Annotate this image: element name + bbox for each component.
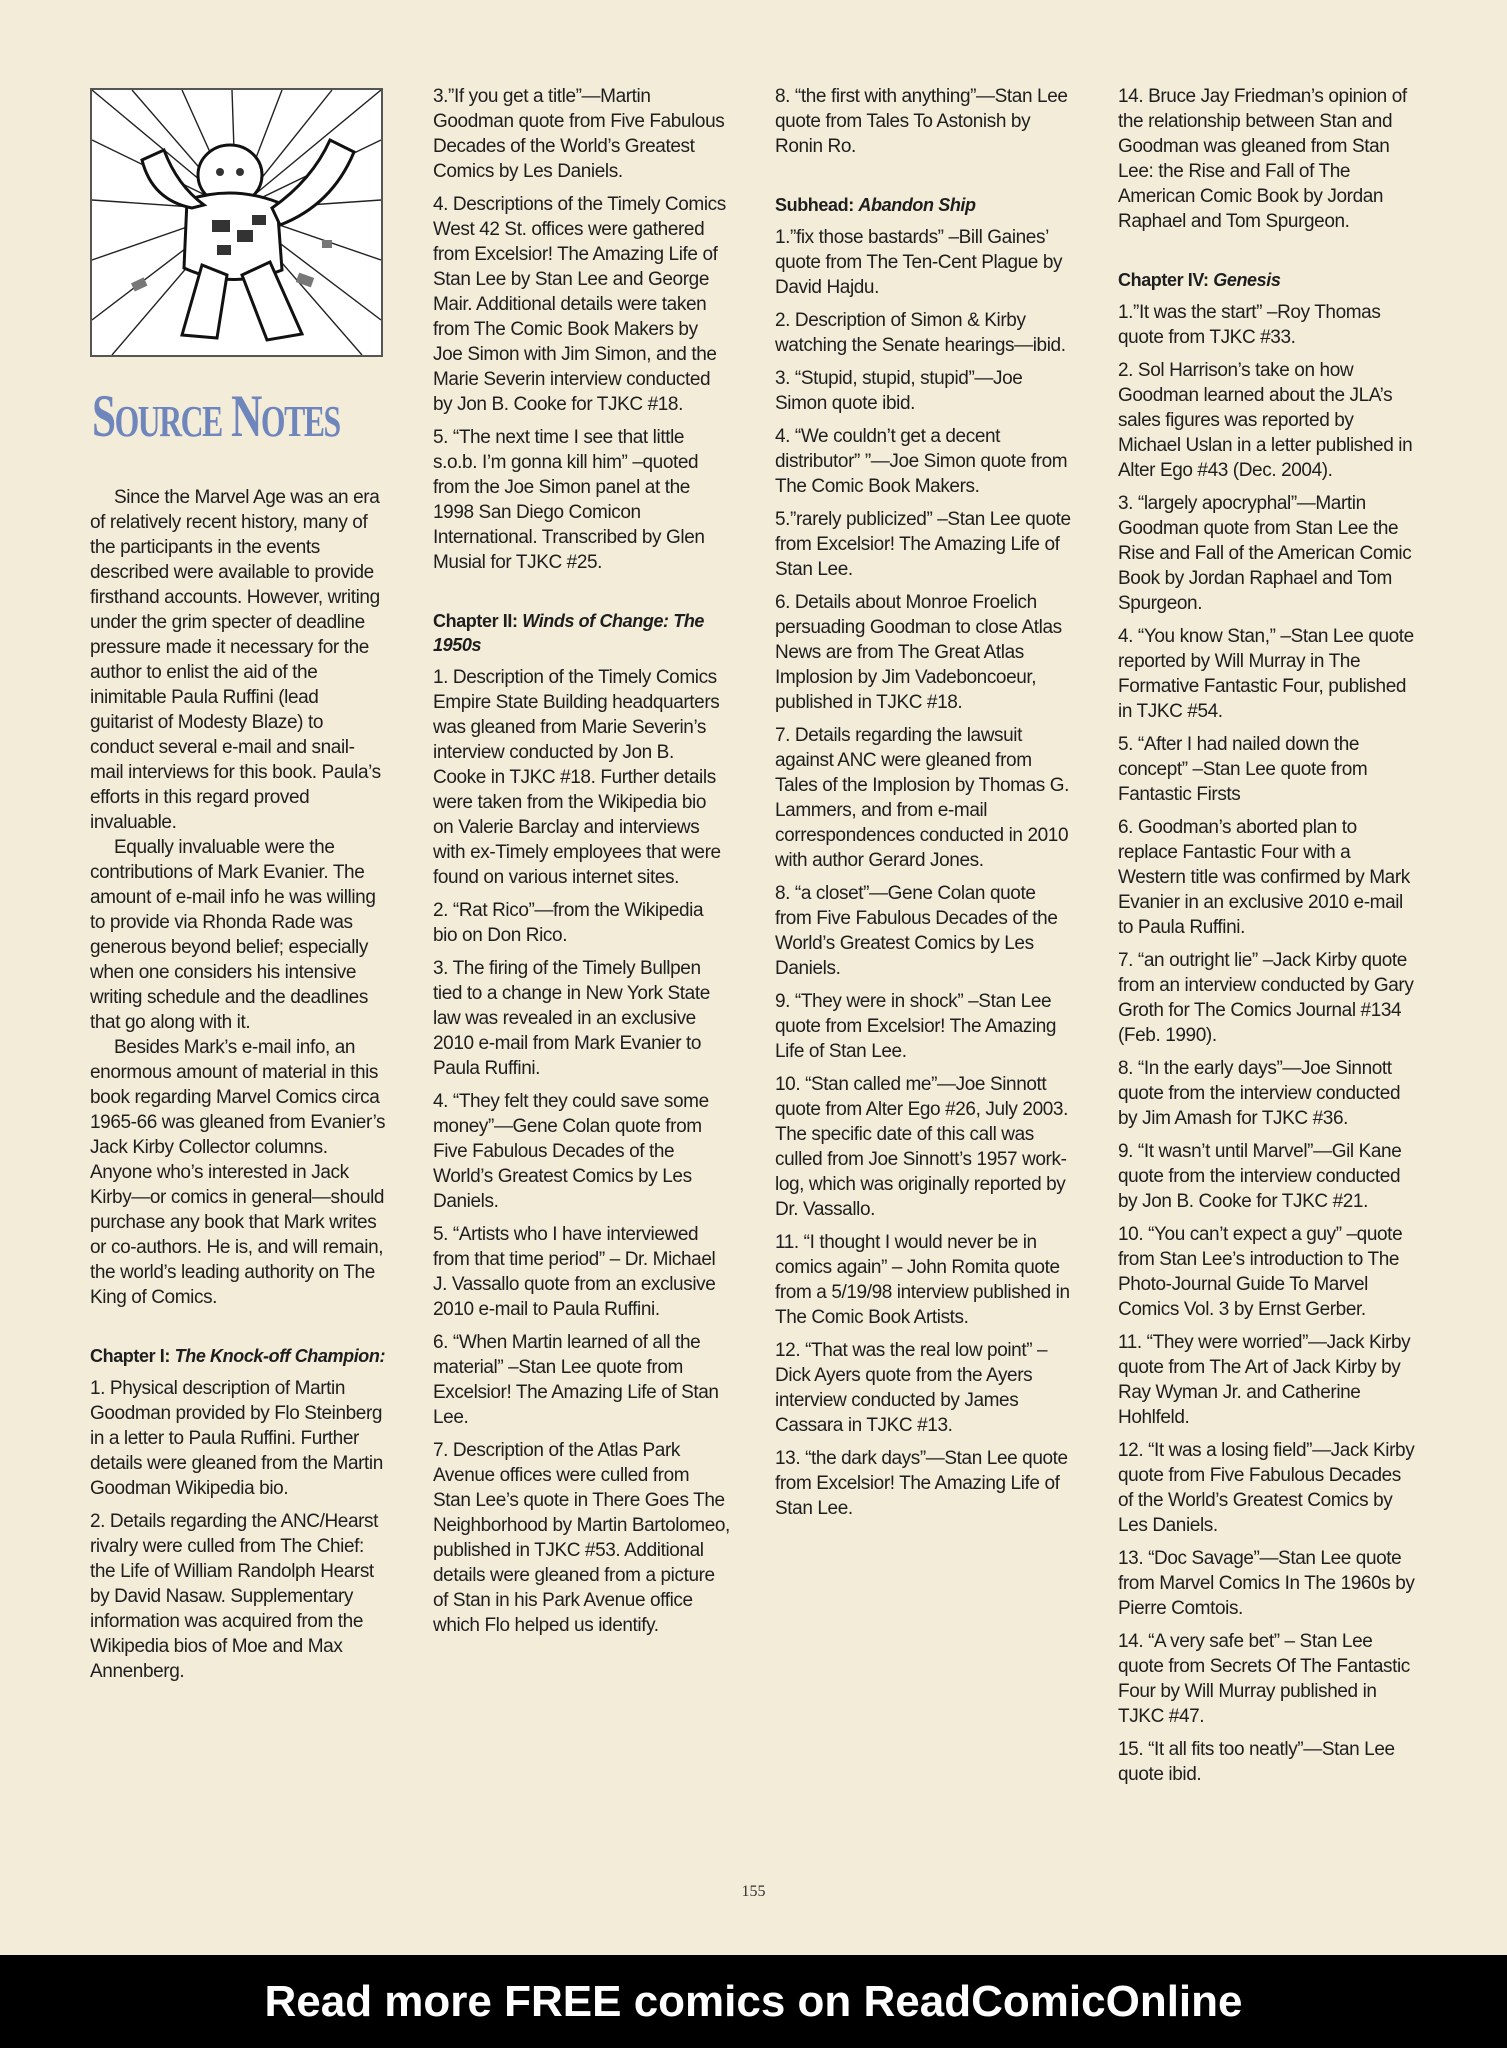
- column-4: [1118, 84, 1416, 1795]
- source-note: 10. “You can’t expect a guy” –quote from Stan Lee’s introduction to The Photo-Journal Guide To Marvel Comics Vol. 3 by Ernst Gerber.: [1118, 1224, 1403, 1320]
- source-note: 4. “You know Stan,” –Stan Lee quote reported by Will Murray in The Formative Fantastic Four, published in TJKC #54.: [1118, 626, 1414, 722]
- source-note: 3.”If you get a title”—Martin Goodman quote from Five Fabulous Decades of the World’s Greatest Comics by Les Daniels.: [433, 86, 725, 182]
- page-title: SOURCE NOTES: [92, 383, 340, 449]
- column-3: [775, 84, 1073, 1529]
- column-2: [433, 84, 731, 1646]
- source-note: 6. Details about Monroe Froelich persuading Goodman to close Atlas News are from The Great Atlas Implosion by Jim Vadeboncoeur, published in TJKC #18.: [775, 592, 1062, 713]
- chapter-heading: Chapter IV: Genesis: [1118, 270, 1281, 290]
- thing-illustration: [90, 88, 383, 357]
- page-number: 155: [741, 1883, 766, 1900]
- promo-banner[interactable]: Read more FREE comics on ReadComicOnline: [0, 1955, 1507, 2048]
- source-note: 1.”fix those bastards” –Bill Gaines’ quote from The Ten-Cent Plague by David Hajdu.: [775, 227, 1063, 298]
- source-note: 3. “largely apocryphal”—Martin Goodman quote from Stan Lee the Rise and Fall of the American Comic Book by Jordan Raphael and Tom Spurgeon.: [1118, 493, 1412, 614]
- source-note: 12. “It was a losing field”—Jack Kirby quote from Five Fabulous Decades of the World’s Greatest Comics by Les Daniels.: [1118, 1440, 1415, 1536]
- source-note: 1. Physical description of Martin Goodman provided by Flo Steinberg in a letter to Paula Ruffini. Further details were gleaned from the Martin Goodman Wikipedia bio.: [90, 1378, 383, 1499]
- source-note: 1. Description of the Timely Comics Empire State Building headquarters was gleaned from Marie Severin’s interview conducted by Jon B. Cooke in TJKC #18. Further details were taken from the Wikipedia bio on Valerie Barclay and interviews with ex-Timely employees that were found on various internet sites.: [433, 667, 721, 888]
- source-note: 8. “In the early days”—Joe Sinnott quote from the interview conducted by Jim Amash for TJKC #36.: [1118, 1058, 1401, 1129]
- source-note: 14. Bruce Jay Friedman’s opinion of the relationship between Stan and Goodman was gleaned from Stan Lee: the Rise and Fall of The American Comic Book by Jordan Raphael and Tom Spurgeon.: [1118, 86, 1407, 232]
- source-note: 3. The firing of the Timely Bullpen tied to a change in New York State law was revealed in an exclusive 2010 e-mail from Mark Evanier to Paula Ruffini.: [433, 958, 710, 1079]
- source-note: 2. “Rat Rico”—from the Wikipedia bio on Don Rico.: [433, 900, 704, 946]
- chapter-heading: Chapter II: Winds of Change: The 1950s: [433, 611, 705, 655]
- source-note: 4. “They felt they could save some money”—Gene Colan quote from Five Fabulous Decades of the World’s Greatest Comics by Les Daniels.: [433, 1091, 709, 1212]
- source-note: 13. “the dark days”—Stan Lee quote from Excelsior! The Amazing Life of Stan Lee.: [775, 1448, 1068, 1519]
- intro-paragraph: Since the Marvel Age was an era of relatively recent history, many of the participants in the events described were available to provide firsthand accounts. However, writing under the grim specter of deadline pressure made it necessary for the author to enlist the aid of the inimitable Paula Ruffini (lead guitarist of Modesty Blaze) to conduct several e-mail and snail-mail interviews for this book. Paula’s efforts in this regard proved invaluable.: [90, 487, 381, 833]
- source-note: 2. Description of Simon & Kirby watching the Senate hearings—ibid.: [775, 310, 1066, 356]
- source-note: 15. “It all fits too neatly”—Stan Lee quote ibid.: [1118, 1739, 1395, 1785]
- source-note: 6. “When Martin learned of all the material” –Stan Lee quote from Excelsior! The Amazing Life of Stan Lee.: [433, 1332, 719, 1428]
- source-note: 11. “I thought I would never be in comics again” – John Romita quote from a 5/19/98 interview published in The Comic Book Artists.: [775, 1232, 1070, 1328]
- intro-paragraph: Besides Mark’s e-mail info, an enormous amount of material in this book regarding Marvel Comics circa 1965-66 was gleaned from Evanier’s Jack Kirby Collector columns. Anyone who’s interested in Jack Kirby—or comics in general—should purchase any book that Mark writes or co-authors. He is, and will remain, the world’s leading authority on The King of Comics.: [90, 1037, 386, 1308]
- source-note: 14. “A very safe bet” – Stan Lee quote from Secrets Of The Fantastic Four by Will Murray published in TJKC #47.: [1118, 1631, 1410, 1727]
- thing-burst-icon: [92, 90, 381, 355]
- source-note: 5. “The next time I see that little s.o.b. I’m gonna kill him” –quoted from the Joe Simon panel at the 1998 San Diego Comicon International. Transcribed by Glen Musial for TJKC #25.: [433, 427, 705, 573]
- source-note: 12. “That was the real low point” –Dick Ayers quote from the Ayers interview conducted by James Cassara in TJKC #13.: [775, 1340, 1048, 1436]
- source-note: 7. Description of the Atlas Park Avenue offices were culled from Stan Lee’s quote in There Goes The Neighborhood by Martin Bartolomeo, published in TJKC #53. Additional details were gleaned from a picture of Stan in his Park Avenue office which Flo helped us identify.: [433, 1440, 730, 1636]
- source-note: 6. Goodman’s aborted plan to replace Fantastic Four with a Western title was confirmed by Mark Evanier in an exclusive 2010 e-mail to Paula Ruffini.: [1118, 817, 1410, 938]
- source-note: 2. Details regarding the ANC/Hearst rivalry were culled from The Chief: the Life of William Randolph Hearst by David Nasaw. Supplementary information was acquired from the Wikipedia bios of Moe and Max Annenberg.: [90, 1511, 379, 1682]
- source-note: 2. Sol Harrison’s take on how Goodman learned about the JLA’s sales figures was reported by Michael Uslan in a letter published in Alter Ego #43 (Dec. 2004).: [1118, 360, 1413, 481]
- source-note: 5.”rarely publicized” –Stan Lee quote from Excelsior! The Amazing Life of Stan Lee.: [775, 509, 1071, 580]
- source-note: 5. “After I had nailed down the concept” –Stan Lee quote from Fantastic Firsts: [1118, 734, 1368, 805]
- chapter-heading: Chapter I: The Knock-off Champion:: [90, 1346, 386, 1366]
- intro-paragraph: Equally invaluable were the contributions of Mark Evanier. The amount of e-mail info he was willing to provide via Rhonda Rade was generous beyond belief; especially when one considers his intensive writing schedule and the deadlines that go along with it.: [90, 837, 376, 1033]
- source-note: 9. “They were in shock” –Stan Lee quote from Excelsior! The Amazing Life of Stan Lee.: [775, 991, 1057, 1062]
- source-note: 3. “Stupid, stupid, stupid”—Joe Simon quote ibid.: [775, 368, 1023, 414]
- source-note: 5. “Artists who I have interviewed from that time period” – Dr. Michael J. Vassallo quote from an exclusive 2010 e-mail to Paula Ruffini.: [433, 1224, 716, 1320]
- source-note: 8. “a closet”—Gene Colan quote from Five Fabulous Decades of the World’s Greatest Comics by Les Daniels.: [775, 883, 1058, 979]
- subhead-heading: Subhead: Abandon Ship: [775, 195, 976, 215]
- source-note: 9. “It wasn’t until Marvel”—Gil Kane quote from the interview conducted by Jon B. Cooke for TJKC #21.: [1118, 1141, 1402, 1212]
- source-note: 10. “Stan called me”—Joe Sinnott quote from Alter Ego #26, July 2003. The specific date of this call was culled from Joe Sinnott’s 1957 work-log, which was originally reported by Dr. Vassallo.: [775, 1074, 1068, 1220]
- source-note: 7. “an outright lie” –Jack Kirby quote from an interview conducted by Gary Groth for The Comics Journal #134 (Feb. 1990).: [1118, 950, 1414, 1046]
- source-note: 13. “Doc Savage”—Stan Lee quote from Marvel Comics In The 1960s by Pierre Comtois.: [1118, 1548, 1415, 1619]
- source-note: 4. Descriptions of the Timely Comics West 42 St. offices were gathered from Excelsior! The Amazing Life of Stan Lee by Stan Lee and George Mair. Additional details were taken from The Comic Book Makers by Joe Simon with Jim Simon, and the Marie Severin interview conducted by Jon B. Cooke for TJKC #18.: [433, 194, 726, 415]
- source-note: 11. “They were worried”—Jack Kirby quote from The Art of Jack Kirby by Ray Wyman Jr. and Catherine Hohlfeld.: [1118, 1332, 1411, 1428]
- source-note: 4. “We couldn’t get a decent distributor” ”—Joe Simon quote from The Comic Book Makers.: [775, 426, 1068, 497]
- source-note: 7. Details regarding the lawsuit against ANC were gleaned from Tales of the Implosion by Thomas G. Lammers, and from e-mail correspondences conducted in 2010 with author Gerard Jones.: [775, 725, 1070, 871]
- column-1: [90, 84, 386, 1692]
- source-note: 8. “the first with anything”—Stan Lee quote from Tales To Astonish by Ronin Ro.: [775, 86, 1068, 157]
- source-note: 1.”It was the start” –Roy Thomas quote from TJKC #33.: [1118, 302, 1381, 348]
